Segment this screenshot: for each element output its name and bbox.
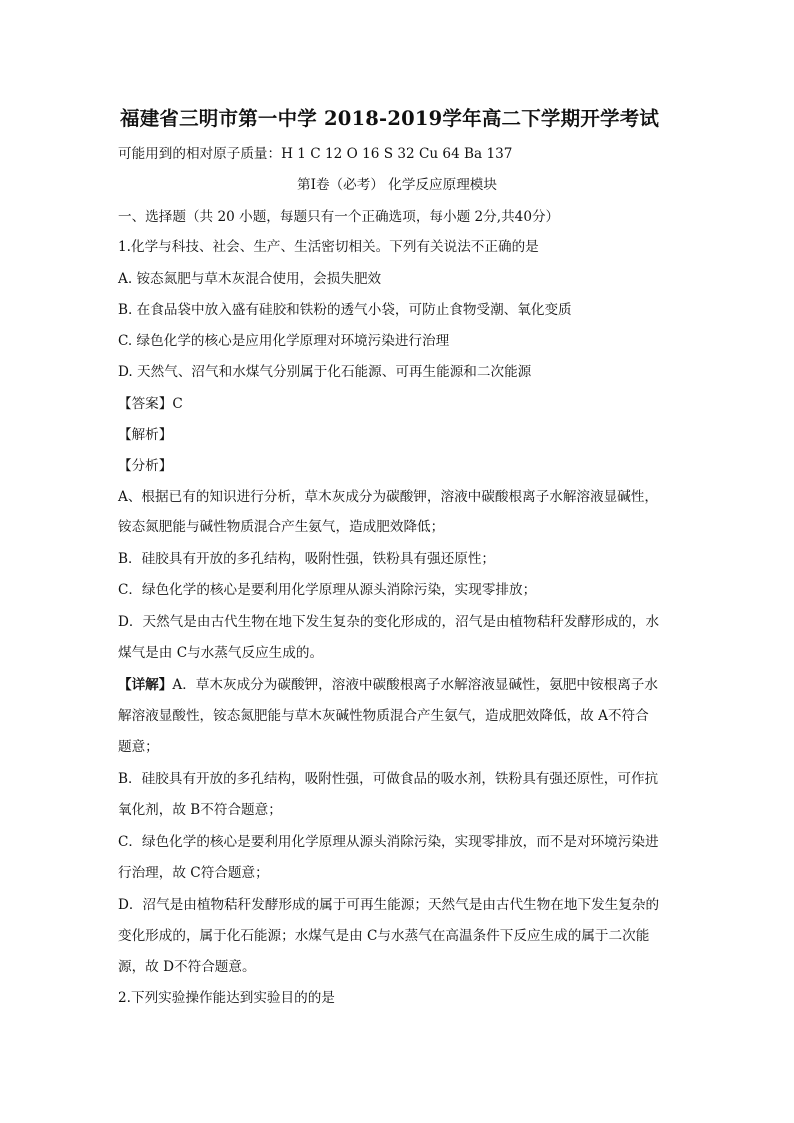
part-heading: 一、选择题（共 20 小题，每题只有一个正确选项，每小题 2分,共40分） xyxy=(118,209,560,225)
detail-label: 【详解】 xyxy=(118,677,173,693)
question-2-stem: 2.下列实验操作能达到实验目的的是 xyxy=(118,990,335,1006)
detail-line: 行治理，故 C符合题意； xyxy=(118,865,269,881)
analysis-line: A、根据已有的知识进行分析，草木灰成分为碳酸钾，溶液中碳酸根离子水解溶液显碱性， xyxy=(118,489,658,505)
fenxi-label: 【分析】 xyxy=(118,458,173,474)
analysis-line: B．硅胶具有开放的多孔结构，吸附性强，铁粉具有强还原性； xyxy=(118,551,496,567)
detail-line: 解溶液显酸性，铵态氮肥能与草木灰碱性物质混合产生氨气，造成肥效降低，故 A不符合 xyxy=(118,708,649,724)
document-title: 福建省三明市第一中学 2018-2019学年高二下学期开学考试 xyxy=(120,107,660,130)
jiexi-label: 【解析】 xyxy=(118,427,173,443)
detail-line: 氧化剂，故 B不符合题意； xyxy=(118,802,282,818)
section-title: 第Ⅰ卷（必考） 化学反应原理模块 xyxy=(296,177,497,193)
detail-line: D．沼气是由植物秸秆发酵形成的属于可再生能源；天然气是由古代生物在地下发生复杂的 xyxy=(118,897,660,913)
detail-line: 源，故 D不符合题意。 xyxy=(118,959,256,975)
detail-line xyxy=(118,675,658,695)
detail-line: 变化形成的，属于化石能源；水煤气是由 C与水蒸气在高温条件下反应生成的属于二次能 xyxy=(118,928,650,944)
detail-line: 题意； xyxy=(118,739,159,755)
question-1-option-a: A. 铵态氮肥与草木灰混合使用，会损失肥效 xyxy=(118,271,382,287)
analysis-line: 煤气是由 C与水蒸气反应生成的。 xyxy=(118,645,324,661)
detail-line: C．绿色化学的核心是要利用化学原理从源头消除污染，实现零排放，而不是对环境污染进 xyxy=(118,834,659,850)
answer-line: 【答案】C xyxy=(118,396,183,412)
question-1-option-b: B. 在食品袋中放入盛有硅胶和铁粉的透气小袋，可防止食物受潮、氧化变质 xyxy=(118,302,572,318)
question-1-stem: 1.化学与科技、社会、生产、生活密切相关。下列有关说法不正确的是 xyxy=(118,239,539,255)
detail-text: A．草木灰成分为碳酸钾，溶液中碳酸根离子水解溶液显碱性，氨肥中铵根离子水 xyxy=(172,677,658,693)
analysis-line: C．绿色化学的核心是要利用化学原理从源头消除污染，实现零排放； xyxy=(118,582,537,598)
atomic-masses-line: 可能用到的相对原子质量：H 1 C 12 O 16 S 32 Cu 64 Ba 137 xyxy=(118,146,513,162)
detail-line: B．硅胶具有开放的多孔结构，吸附性强，可做食品的吸水剂，铁粉具有强还原性，可作抗 xyxy=(118,771,659,787)
analysis-line: D．天然气是由古代生物在地下发生复杂的变化形成的，沼气是由植物秸秆发酵形成的，水 xyxy=(118,614,660,630)
analysis-line: 铵态氮肥能与碱性物质混合产生氨气，造成肥效降低； xyxy=(118,519,445,535)
question-1-option-c: C. 绿色化学的核心是应用化学原理对环境污染进行治理 xyxy=(118,333,450,349)
question-1-option-d: D. 天然气、沼气和水煤气分别属于化石能源、可再生能源和二次能源 xyxy=(118,364,532,380)
